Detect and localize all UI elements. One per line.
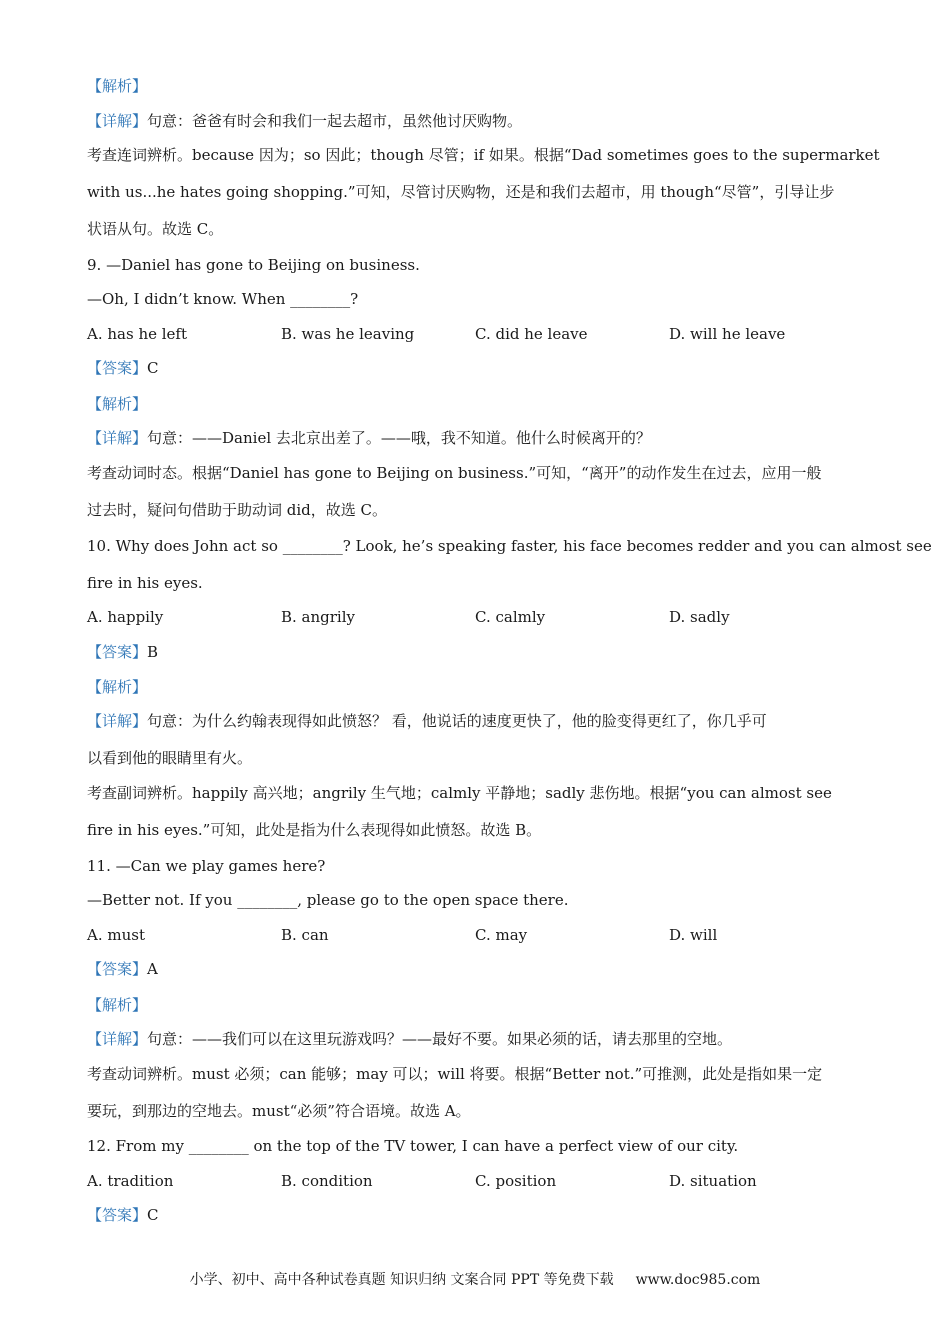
explanation-line: 考查连词辨析。because 因为；so 因此；though 尽管；if 如果。根据“Dad sometimes goes to the supermarket bbox=[87, 146, 880, 164]
detail-continued: 以看到他的眼睛里有火。 bbox=[87, 749, 253, 767]
option-c: C. may bbox=[475, 926, 528, 944]
explanation-line: 过去时，疑问句借助于助动词 did，故选 C。 bbox=[87, 501, 388, 519]
page-footer bbox=[0, 1270, 950, 1290]
question-stem: fire in his eyes. bbox=[87, 574, 203, 592]
option-d: D. sadly bbox=[669, 608, 730, 626]
explanation-line: with us...he hates going shopping.”可知，尽管讨厌购物，还是和我们去超市，用 though“尽管”，引导让步 bbox=[87, 183, 835, 201]
detail-text: 句意：为什么约翰表现得如此愤怒？ 看，他说话的速度更快了，他的脸变得更红了，你几乎可 bbox=[147, 712, 767, 730]
explanation-line: 考查动词时态。根据“Daniel has gone to Beijing on business.”可知，“离开”的动作发生在过去，应用一般 bbox=[87, 464, 822, 482]
answer-line bbox=[87, 358, 159, 378]
analysis-tag: 【解析】 bbox=[87, 678, 148, 696]
option-d: D. will bbox=[669, 926, 718, 944]
answer-line bbox=[87, 642, 158, 662]
answer-value: C bbox=[147, 359, 159, 377]
option-d: D. situation bbox=[669, 1172, 757, 1190]
detail-text: 句意：爸爸有时会和我们一起去超市，虽然他讨厌购物。 bbox=[147, 112, 523, 130]
explanation-line: fire in his eyes.”可知，此处是指为什么表现得如此愤怒。故选 B。 bbox=[87, 821, 542, 839]
question-stem: 12. From my ________ on the top of the TV tower, I can have a perfect view of our city. bbox=[87, 1137, 739, 1155]
detail-text: 句意：——我们可以在这里玩游戏吗？——最好不要。如果必须的话，请去那里的空地。 bbox=[147, 1030, 733, 1048]
option-a: A. happily bbox=[87, 608, 164, 626]
detail-text: 句意：——Daniel 去北京出差了。——哦，我不知道。他什么时候离开的？ bbox=[147, 429, 651, 447]
detail-line bbox=[87, 1029, 732, 1049]
option-a: A. tradition bbox=[87, 1172, 174, 1190]
question-stem: 9. —Daniel has gone to Beijing on business. bbox=[87, 256, 420, 274]
analysis-tag: 【解析】 bbox=[87, 395, 148, 413]
answer-value: C bbox=[147, 1206, 159, 1224]
answer-tag: 【答案】 bbox=[87, 1206, 148, 1224]
option-b: B. condition bbox=[281, 1172, 373, 1190]
option-b: B. can bbox=[281, 926, 329, 944]
answer-line bbox=[87, 959, 158, 979]
detail-line bbox=[87, 111, 522, 131]
option-c: C. calmly bbox=[475, 608, 546, 626]
answer-tag: 【答案】 bbox=[87, 960, 148, 978]
option-a: A. must bbox=[87, 926, 145, 944]
detail-line bbox=[87, 711, 767, 731]
detail-tag: 【详解】 bbox=[87, 429, 148, 447]
option-b: B. angrily bbox=[281, 608, 356, 626]
answer-value: B bbox=[147, 643, 159, 661]
explanation-line: 状语从句。故选 C。 bbox=[87, 220, 224, 238]
footer-link[interactable]: www.doc985.com bbox=[635, 1272, 761, 1288]
analysis-tag: 【解析】 bbox=[87, 996, 148, 1014]
explanation-line: 考查动词辨析。must 必须；can 能够；may 可以；will 将要。根据“Better not.”可推测，此处是指如果一定 bbox=[87, 1065, 823, 1083]
answer-tag: 【答案】 bbox=[87, 359, 148, 377]
detail-tag: 【详解】 bbox=[87, 1030, 148, 1048]
detail-tag: 【详解】 bbox=[87, 712, 148, 730]
analysis-tag: 【解析】 bbox=[87, 77, 148, 95]
option-c: C. position bbox=[475, 1172, 557, 1190]
answer-line bbox=[87, 1205, 159, 1225]
explanation-line: 要玩，到那边的空地去。must“必须”符合语境。故选 A。 bbox=[87, 1102, 471, 1120]
footer-text: 小学、初中、高中各种试卷真题 知识归纳 文案合同 PPT 等免费下载 bbox=[189, 1272, 614, 1288]
question-stem: 10. Why does John act so ________? Look, he’s speaking faster, his face becomes redder and you can almost see bbox=[87, 537, 932, 555]
answer-value: A bbox=[147, 960, 158, 978]
question-stem: —Better not. If you ________, please go to the open space there. bbox=[87, 891, 569, 909]
detail-tag: 【详解】 bbox=[87, 112, 148, 130]
detail-line bbox=[87, 428, 651, 448]
question-stem: —Oh, I didn’t know. When ________? bbox=[87, 290, 359, 308]
explanation-line: 考查副词辨析。happily 高兴地；angrily 生气地；calmly 平静地；sadly 悲伤地。根据“you can almost see bbox=[87, 784, 832, 802]
question-stem: 11. —Can we play games here? bbox=[87, 857, 326, 875]
option-b: B. was he leaving bbox=[281, 325, 415, 343]
option-a: A. has he left bbox=[87, 325, 187, 343]
answer-tag: 【答案】 bbox=[87, 643, 148, 661]
option-d: D. will he leave bbox=[669, 325, 786, 343]
option-c: C. did he leave bbox=[475, 325, 588, 343]
